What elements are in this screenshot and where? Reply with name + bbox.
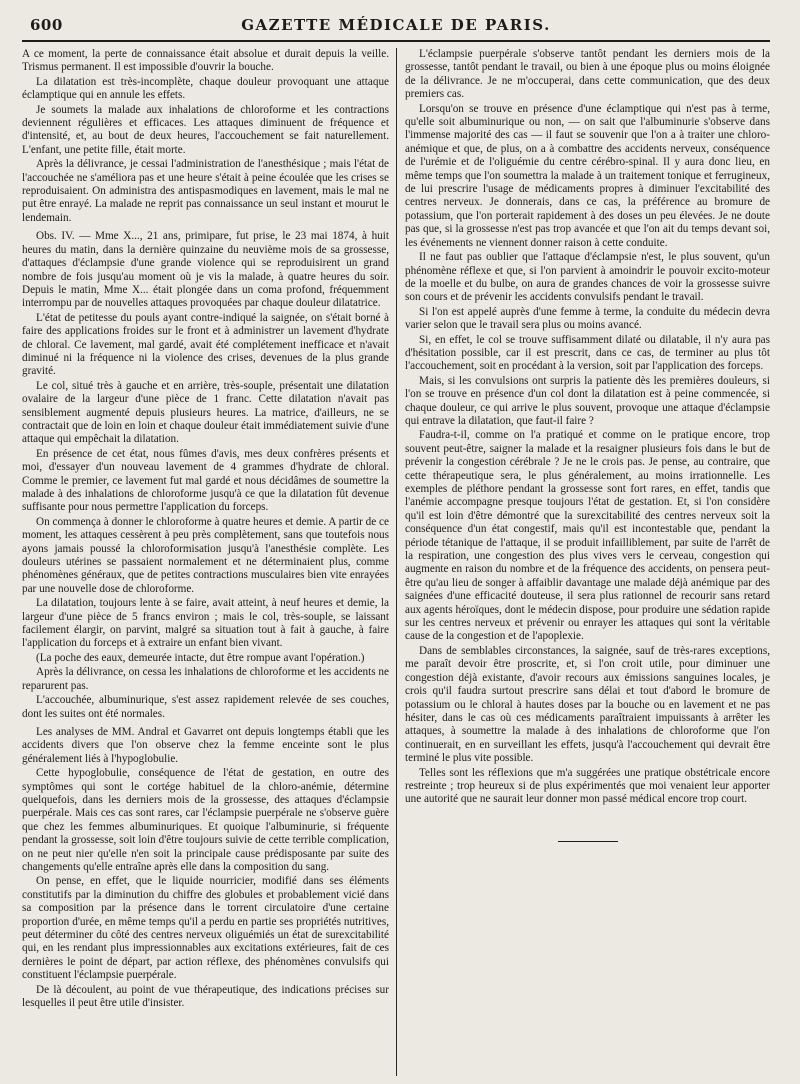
paragraph: Faudra-t-il, comme on l'a pratiqué et comme on le pratique encore, trop souvent peut-être, saigner la malade et la resaigner plusieurs fois dans le but de prévenir la congestion cérébrale ? Je ne le crois pas. Je pense, au contraire, que cette thérapeutique sera, le plus généralement, au moins irrationnelle. Les exemples de pléthore pendant la grossesse sont fort rares, en effet, tandis que l'anémie accompagne presque toujours l'état de gestation. Et, si l'on considère qu'il est loin d'être démontré que la surexcitabilité des centres nerveux soit la conséquence d'un état congestif, mais qu'il est incontestable que, pendant la période tétanique de l'attaque, il se produit infailliblement, par suite de l'arrêt de la respiration, une congestion des plus vives vers le cerveau, congestion qui augmente en raison du nombre et de la fréquence des accidents, on pensera peut-être qu'au lieu de songer à affaiblir davantage une malade déjà anémique par des saignées d'une efficacité douteuse, il sera plus rationnel de recourir sans retard aux agents héroïques, dont le médecin dispose, pour produire une sédation rapide sur les centres nerveux et prévenir ou enrayer les attaques qui sont la véritable cause de la congestion et de l'apoplexie. (405, 429, 770, 643)
paragraph: Après la délivrance, on cessa les inhalations de chloroforme et les accidents ne reparurent pas. (22, 666, 389, 692)
paragraph: La dilatation est très-incomplète, chaque douleur provoquant une attaque éclamptique qui en annule les effets. (22, 75, 389, 102)
paragraph: De là découlent, au point de vue thérapeutique, des indications précises sur lesquelles il peut être utile d'insister. (22, 983, 389, 1010)
paragraph: Lorsqu'on se trouve en présence d'une éclamptique qui n'est pas à terme, qu'elle soit albuminurique ou non, — on sait que l'albuminurie s'observe dans l'immense majorité des cas — il faut se souvenir que l'on a à traiter une chloro-anémique et que, de plus, on a à combattre des accidents nerveux, conséquence de l'urémie et de l'oliguémie du centre cérébro-spinal. Il y aura donc lieu, en même temps que l'on soumettra la malade à un traitement tonique et ferrugineux, de lui prescrire l'usage de médicaments propres à diminuer l'excitabilité des centres nerveux. Je donnerais, dans ce cas, la préférence au bromure de potassium, que l'on porterait rapidement à des doses un peu élevées. Je ne doute pas que, si la grossesse n'est pas trop avancée et que l'on ait du temps devant soi, les événements ne viennent donner raison à cette conduite. (405, 102, 770, 249)
paragraph: Si, en effet, le col se trouve suffisamment dilaté ou dilatable, il n'y aura pas d'hésitation possible, car il est prescrit, dans ce cas, de terminer au plus tôt l'accouchement, soit en procédant à la version, soit par l'application des forceps. (405, 333, 770, 373)
paragraph: Mais, si les convulsions ont surpris la patiente dès les premières douleurs, si l'on se trouve en présence d'un col dont la dilatation est à peine commencée, si chaque douleur, ce qui arrive le plus souvent, provoque une attaque d'éclampsie qui entrave la dilatation, que faut-il faire ? (405, 374, 770, 427)
journal-title: GAZETTE MÉDICALE DE PARIS. (241, 16, 551, 34)
paragraph: Le col, situé très à gauche et en arrière, très-souple, présentait une dilatation ovalaire de la largeur d'une pièce de 1 franc. Cette dilatation n'avait pas sensiblement augmenté depuis plusieurs heures. La matrice, d'ailleurs, ne se contractait que de loin en loin et chaque douleur était immédiatement suivie d'une attaque qui empêchait la dilatation. (22, 379, 389, 446)
paragraph: L'accouchée, albuminurique, s'est assez rapidement relevée de ses couches, dont les suites ont été normales. (22, 694, 389, 720)
paragraph: (La poche des eaux, demeurée intacte, dut être rompue avant l'opération.) (36, 651, 365, 664)
article-end-rule (558, 841, 618, 842)
paragraph: Les analyses de MM. Andral et Gavarret ont depuis longtemps établi que les accidents divers que l'on observe chez la femme enceinte sont le plus généralement liés à l'hypoglobulie. (22, 725, 389, 765)
paragraph: Il ne faut pas oublier que l'attaque d'éclampsie n'est, le plus souvent, qu'un phénomène réflexe et que, si l'on parvient à amoindrir le pouvoir excito-moteur de la moelle et du bulbe, on aura de grandes chances de voir la grossesse suivre son cours et de prévenir les accidents convulsifs pendant le travail. (405, 251, 770, 304)
paragraph: Cette hypoglobulie, conséquence de l'état de gestation, en outre des symptômes qui sont le cortége habituel de la chloro-anémie, détermine quelquefois, dans les derniers mois de la grossesse, des attaques d'éclampsie puerpérale. Mais ces cas sont rares, car l'éclampsie puerpérale ne s'observe guère que chez les femmes albuminuriques. Et quoique l'albuminurie, si fréquente pendant la grossesse, soit loin d'être toujours suivie de cette terrible complication, on ne peut nier qu'elle n'en soit la principale cause prédisposante par suite des changements qu'elle entraîne après elle dans la composition du sang. (22, 767, 389, 873)
paragraph: La dilatation, toujours lente à se faire, avait atteint, à neuf heures et demie, la largeur d'une pièce de 5 francs environ ; mais le col, très-souple, se laissant facilement élargir, on parvint, malgré sa situation tout à fait à gauche, à faire l'application du forceps et à extraire un enfant bien vivant. (22, 597, 389, 650)
paragraph: On pense, en effet, que le liquide nourricier, modifié dans ses éléments constitutifs par la diminution du chiffre des globules et probablement vicié dans sa composition par la présence dans le torrent circulatoire d'une certaine proportion d'urée, en même temps qu'il a perdu en partie ses propriétés nutritives, peut déterminer du côté des centres nerveux oliguémiés un état de surexcitabilité qui, en les rendant plus impressionnables aux excitations extérieures, fait de ces dernières le point de départ, par action réflexe, des phénomènes convulsifs qui constituent l'éclampsie puerpérale. (22, 875, 389, 982)
paragraph: Dans de semblables circonstances, la saignée, sauf de très-rares exceptions, me paraît devoir être proscrite, et, si l'on croit utile, pour diminuer une congestion déjà existante, d'avoir recours aux émissions sanguines locales, je crois qu'il faudra surtout prescrire sans délai et tout d'abord le bromure de potassium ou le chloral à hautes doses par la bouche ou en lavement et ne pas hésiter, dans le cas où ces médicaments paraîtraient impuissants à arrêter les attaques, à soumettre la malade à des inhalations de chloroforme que l'on continuerait, en en surveillant les effets, jusqu'à l'accouchement qui devrait être terminé le plus vite possible. (405, 644, 770, 765)
observation-paragraph: Obs. IV. — Mme X..., 21 ans, primipare, fut prise, le 23 mai 1874, à huit heures du matin, dans la dernière quinzaine du neuvième mois de sa grossesse, d'attaques d'éclampsie d'une grande violence qui se reproduisirent un grand nombre de fois jusqu'au moment où je vis la malade, à quatre heures du soir. Depuis le matin, Mme X... était plongée dans un coma profond, fréquemment interrompu par de nouvelles attaques provoquées par chaque douleur dilatatrice. (22, 230, 389, 310)
paragraph: L'état de petitesse du pouls ayant contre-indiqué la saignée, on s'était borné à faire des applications froides sur le front et à administrer un lavement d'hydrate de chloral. Ce lavement, mal gardé, avait été complétement inefficace et n'avait diminué ni la fréquence ni la violence des crises, devenues de la plus grande gravité. (22, 311, 389, 378)
page-number: 600 (30, 16, 63, 34)
paragraph: On commença à donner le chloroforme à quatre heures et demie. A partir de ce moment, les attaques cessèrent à peu près complètement, sans que toutefois nous ayons jamais poussé la chloroformisation jusqu'à l'anesthésie complète. Les douleurs utérines se passaient normalement et ne déterminaient plus, comme phénomènes généraux, que de petites contractions musculaires bien vite enrayées par une nouvelle dose de chloroforme. (22, 515, 389, 595)
right-column (405, 48, 770, 1076)
paragraph: En présence de cet état, nous fûmes d'avis, mes deux confrères présents et moi, d'essayer d'un nouveau lavement de 4 grammes d'hydrate de chloral. Comme le premier, ce lavement fut mal gardé et nous décidâmes de soumettre la malade à des inhalations de chloroforme jusqu'à ce que la dilatation fût devenue suffisante pour nous permettre l'application du forceps. (22, 447, 389, 514)
column-divider (396, 48, 397, 1076)
paragraph: Si l'on est appelé auprès d'une femme à terme, la conduite du médecin devra varier selon que le travail sera plus ou moins avancé. (405, 305, 770, 332)
left-column (22, 48, 389, 1076)
paragraph: Je soumets la malade aux inhalations de chloroforme et les contractions deviennent régulières et efficaces. Les attaques diminuent de fréquence et d'intensité, et, au bout de deux heures, l'accouchement se fait naturellement. L'enfant, une petite fille, était morte. (22, 103, 389, 156)
article-body (22, 48, 770, 1076)
paragraph: A ce moment, la perte de connaissance était absolue et durait depuis la veille. Trismus permanent. Il est impossible d'ouvrir la bouche. (22, 48, 389, 74)
page-header (22, 14, 770, 42)
paragraph: Telles sont les réflexions que m'a suggérées une pratique obstétricale encore restreinte ; trop heureux si de plus expérimentés que moi venaient leur apporter une autorité que ne saurait leur donner mon passé médical encore trop court. (405, 766, 770, 806)
paragraph: Après la délivrance, je cessai l'administration de l'anesthésique ; mais l'état de l'accouchée ne s'améliora pas et une heure s'était à peine écoulée que les crises se reproduisaient. On administra des antispasmodiques en lavement, mais le mal ne put être enrayé. La malade ne reprit pas connaissance un seul instant et mourut le lendemain. (22, 158, 389, 224)
paragraph: L'éclampsie puerpérale s'observe tantôt pendant les derniers mois de la grossesse, tantôt pendant le travail, ou bien à une époque plus ou moins éloignée de la délivrance. Je ne m'occuperai, dans cette communication, que des deux premiers cas. (405, 48, 770, 101)
